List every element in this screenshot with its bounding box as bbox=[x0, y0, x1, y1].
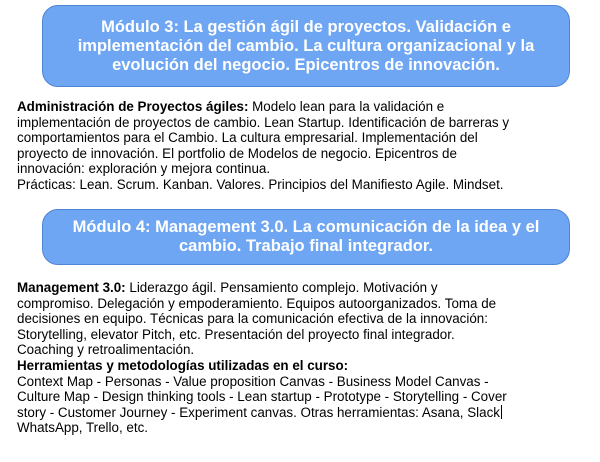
module-4-text-line-4: Storytelling, elevator Pitch, etc. Presentación del proyecto final integrador. bbox=[17, 326, 455, 342]
module-3-title-line-3: evolución del negocio. Epicentros de innovación. bbox=[112, 55, 500, 74]
module-4-heading: Management 3.0: bbox=[17, 280, 126, 295]
module-4-line-1 bbox=[17, 280, 592, 296]
module-4-banner bbox=[42, 209, 570, 265]
module-3-text-line-4: proyecto de innovación. El portfolio de Modelos de negocio. Epicentros de bbox=[17, 145, 457, 161]
module-3-text-line-1: Modelo lean para la validación e bbox=[248, 99, 445, 114]
module-4-text-line-3: decisiones en equipo. Técnicas para la comunicación efectiva de la innovación: bbox=[17, 311, 488, 327]
module-3-banner bbox=[42, 5, 570, 87]
module-4-text-line-5: Coaching y retroalimentación. bbox=[17, 342, 195, 358]
tools-line-3-text: story - Customer Journey - Experiment canvas. Otras herramientas: Asana, Slack bbox=[17, 404, 500, 420]
module-4-text-line-1: Liderazgo ágil. Pensamiento complejo. Motivación y bbox=[125, 280, 438, 295]
module-4-description bbox=[17, 280, 592, 436]
module-3-practices-line: Prácticas: Lean. Scrum. Kanban. Valores. Principios del Manifiesto Agile. Mindset. bbox=[17, 176, 504, 192]
module-3-line-1 bbox=[17, 99, 592, 115]
tools-line-2: Culture Map - Design thinking tools - Lean startup - Prototype - Storytelling - Cover bbox=[17, 389, 507, 405]
tools-heading: Herramientas y metodologías utilizadas en el curso: bbox=[17, 357, 349, 373]
module-3-title-line-1: Módulo 3: La gestión ágil de proyectos. Validación e bbox=[101, 17, 511, 36]
module-3-description bbox=[17, 99, 592, 193]
tools-line-3[interactable] bbox=[17, 405, 592, 421]
module-3-heading: Administración de Proyectos ágiles: bbox=[17, 99, 249, 114]
tools-line-1: Context Map - Personas - Value proposition Canvas - Business Model Canvas - bbox=[17, 373, 489, 389]
module-4-title-line-1: Módulo 4: Management 3.0. La comunicación de la idea y el bbox=[72, 218, 540, 236]
module-3-title-line-2: implementación del cambio. La cultura organizacional y la bbox=[77, 36, 535, 55]
module-4-text-line-2: compromiso. Delegación y empoderamiento. Equipos autoorganizados. Toma de bbox=[17, 295, 497, 311]
module-3-text-line-2: implementación de proyectos de cambio. Lean Startup. Identificación de barreras y bbox=[17, 114, 510, 130]
tools-line-4: WhatsApp, Trello, etc. bbox=[17, 420, 148, 436]
text-cursor bbox=[501, 405, 502, 419]
module-3-text-line-3: comportamientos para el Cambio. La cultura empresarial. Implementación del bbox=[17, 130, 478, 146]
module-3-text-line-5: innovación: exploración y mejora continua. bbox=[17, 161, 271, 177]
module-4-title-line-2: cambio. Trabajo final integrador. bbox=[179, 237, 433, 255]
